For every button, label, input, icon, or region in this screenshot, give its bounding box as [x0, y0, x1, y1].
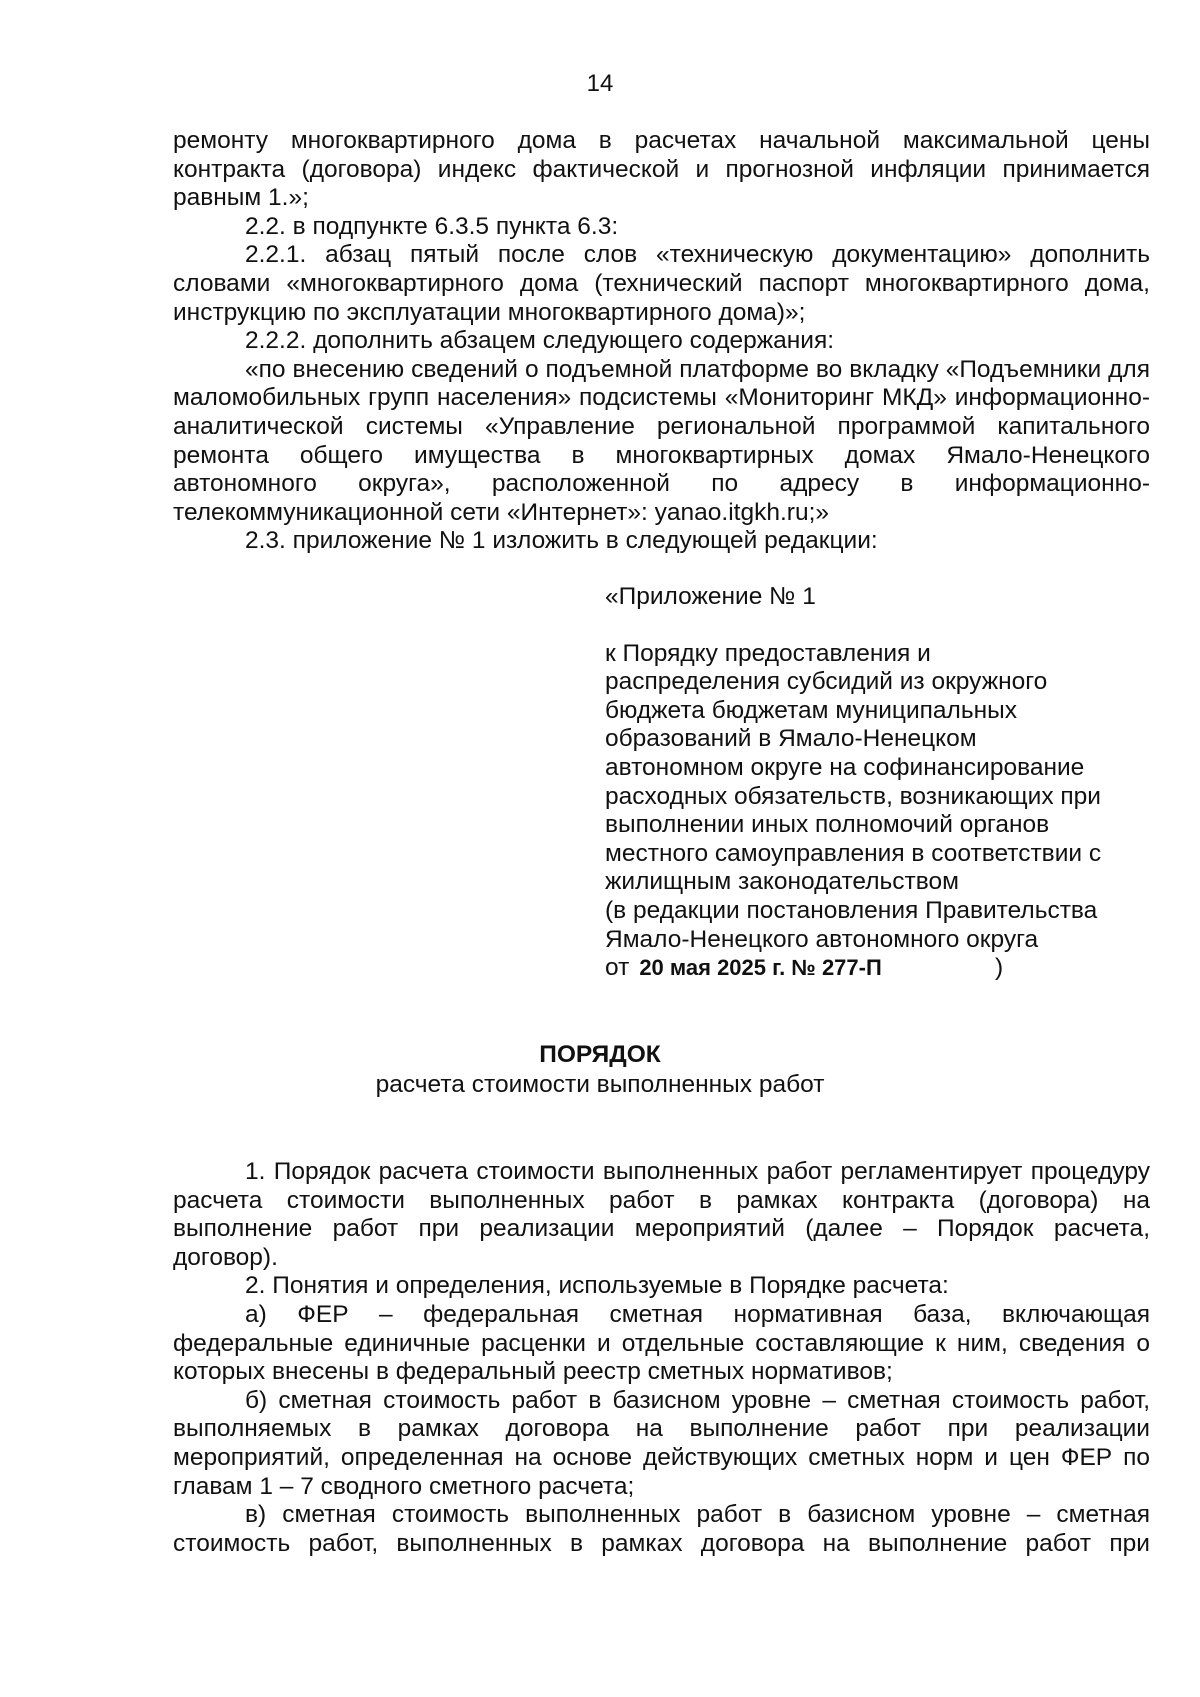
paragraph-2-2-2: 2.2.2. дополнить абзацем следующего содержания:	[245, 327, 835, 355]
paragraph-definition-b: б) сметная стоимость работ в базисном уровне – сметная стоимость работ, выполняемых в рамках договора на выполнение работ при реализации мероприятий, определенная на основе действующих сметных норм и цен ФЕР по главам 1 – 7 сводного сметного расчета;	[173, 1386, 1150, 1500]
appendix-line: местного самоуправления в соответствии с	[605, 839, 1102, 867]
procedure-text	[173, 1158, 1150, 1558]
paragraph-lift-platform: «по внесению сведений о подъемной платформе во вкладку «Подъемники для маломобильных групп населения» подсистемы «Мониторинг МКД» информационно-аналитической системы «Управление региональной программой капитального ремонта общего имущества в многоквартирных домах Ямало-Ненецкого автономного округа», расположенной по адресу в информационно-телекоммуникационной сети «Интернет»: yanao.itgkh.ru;»	[173, 355, 1150, 526]
paragraph-procedure-1: 1. Порядок расчета стоимости выполненных работ регламентирует процедуру расчета стоимости выполненных работ в рамках контракта (договора) на выполнение работ при реализации мероприятий (далее – Порядок расчета, договор).	[173, 1158, 1150, 1271]
date-prefix: от	[605, 954, 630, 982]
appendix-line: к Порядку предоставления и	[605, 639, 931, 667]
appendix-line: бюджета бюджетам муниципальных	[605, 696, 1017, 724]
appendix-line: расходных обязательств, возникающих при	[605, 782, 1101, 810]
date-suffix: )	[995, 954, 1004, 982]
appendix-line: выполнении иных полномочий органов	[605, 811, 1050, 839]
paragraph-definition-a: а) ФЕР – федеральная сметная нормативная база, включающая федеральные единичные расценки и отдельные составляющие к ним, сведения о которых внесены в федеральный реестр сметных нормативов;	[173, 1300, 1150, 1386]
appendix-heading: «Приложение № 1	[605, 583, 816, 610]
document-title: ПОРЯДОК	[539, 1041, 661, 1068]
appendix-line: жилищным законодательством	[605, 868, 959, 896]
appendix-line: распределения субсидий из окружного	[605, 668, 1048, 696]
paragraph-2-2-1: 2.2.1. абзац пятый после слов «техническую документацию» дополнить словами «многоквартирного дома (технический паспорт многоквартирного дома, инструкцию по эксплуатации многоквартирного дома)»;	[173, 241, 1150, 326]
amendment-text	[173, 127, 1150, 556]
paragraph-definition-v: в) сметная стоимость выполненных работ в базисном уровне – сметная стоимость работ, выполненных в рамках договора на выполнение работ при	[173, 1501, 1150, 1557]
appendix-line: Ямало-Ненецкого автономного округа	[605, 925, 1039, 953]
paragraph-2-3: 2.3. приложение № 1 изложить в следующей редакции:	[245, 527, 878, 555]
document-subtitle: расчета стоимости выполненных работ	[375, 1071, 825, 1098]
appendix-spacer	[605, 612, 1165, 640]
resolution-date-line	[605, 954, 1165, 983]
resolution-date: 20 мая 2025 г. № 277-П	[639, 955, 882, 981]
appendix-line: (в редакции постановления Правительства	[605, 896, 1098, 924]
page-number: 14	[586, 70, 614, 97]
paragraph-procedure-2: 2. Понятия и определения, используемые в Порядке расчета:	[245, 1272, 949, 1300]
appendix-line: автономном округе на софинансирование	[605, 753, 1085, 781]
paragraph-2-2: 2.2. в подпункте 6.3.5 пункта 6.3:	[245, 212, 619, 240]
appendix-header	[605, 583, 1165, 983]
paragraph-repair-inflation: ремонту многоквартирного дома в расчетах начальной максимальной цены контракта (договора) индекс фактической и прогнозной инфляции принимается равным 1.»;	[173, 127, 1150, 212]
appendix-line: образований в Ямало-Ненецком	[605, 725, 977, 753]
